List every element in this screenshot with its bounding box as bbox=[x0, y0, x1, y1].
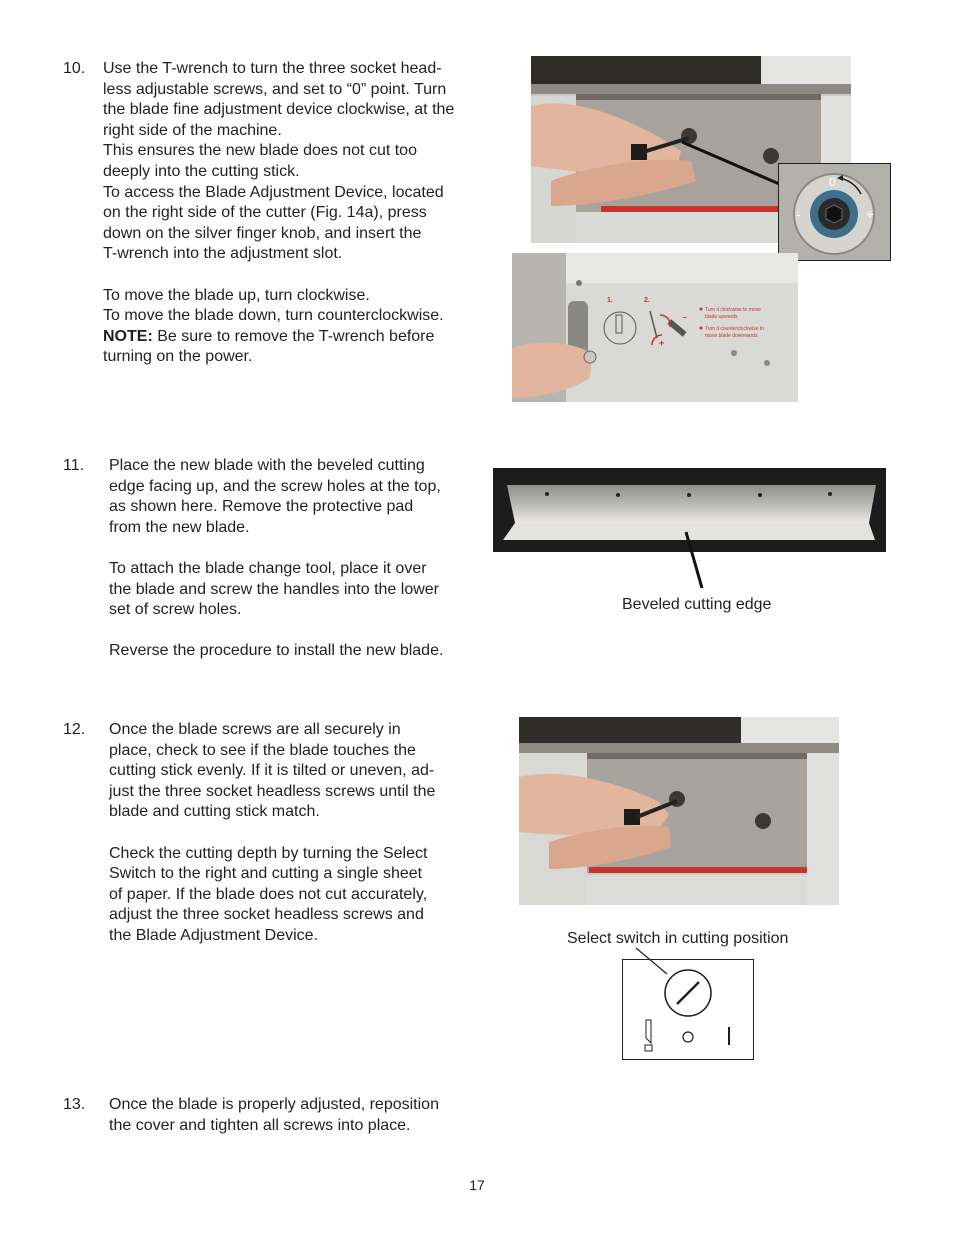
bevel-pointer-line bbox=[680, 530, 710, 590]
text-line: To access the Blade Adjustment Device, located bbox=[103, 183, 444, 201]
text-line: blade and cutting stick match. bbox=[109, 803, 320, 821]
text-line: less adjustable screws, and set to “0” point. Turn bbox=[103, 80, 447, 98]
text-line: adjust the three socket headless screws and bbox=[109, 906, 424, 924]
decal-minus: − bbox=[682, 313, 687, 322]
step-number: 11. bbox=[63, 457, 85, 474]
text-line: edge facing up, and the screw holes at the top, bbox=[109, 477, 441, 495]
decal-up-line1: Turn it clockwise to move bbox=[705, 307, 761, 313]
decal-up-line2: blade upwards bbox=[705, 314, 738, 320]
text-line: as shown here. Remove the protective pad bbox=[109, 498, 414, 516]
step-number: 10. bbox=[63, 60, 86, 77]
text-line: from the new blade. bbox=[109, 518, 250, 536]
decal-plus: + bbox=[659, 338, 665, 348]
decal-step1: 1. bbox=[607, 297, 613, 304]
text-line: deeply into the cutting stick. bbox=[103, 162, 300, 180]
text-line: Switch to the right and cutting a single sheet bbox=[109, 865, 423, 883]
decal-down-line2: move blade downwards bbox=[705, 333, 758, 339]
text-line: the blade and screw the handles into the lower bbox=[109, 580, 439, 598]
text-line: down on the silver finger knob, and insert the bbox=[103, 224, 422, 242]
text-line: the cover and tighten all screws into place. bbox=[109, 1116, 411, 1134]
note-text: Be sure to remove the T-wrench before bbox=[152, 327, 435, 345]
text-line: This ensures the new blade does not cut too bbox=[103, 142, 417, 160]
note-line bbox=[103, 327, 454, 348]
adjustment-device-photo bbox=[512, 253, 798, 402]
step-text bbox=[109, 456, 443, 662]
decal-step2: 2. bbox=[644, 297, 650, 304]
text-line: Reverse the procedure to install the new blade. bbox=[109, 642, 444, 660]
blade-caption: Beveled cutting edge bbox=[622, 596, 772, 613]
decal-down-line1: Turn it counterclockwise to bbox=[705, 326, 765, 332]
dial-plus-label: + bbox=[866, 206, 875, 222]
switch-pointer-line bbox=[632, 944, 672, 976]
text-line: Use the T-wrench to turn the three socket head- bbox=[103, 60, 442, 77]
text-line: turning on the power. bbox=[103, 348, 253, 366]
note-label: NOTE: bbox=[103, 327, 153, 345]
text-line: right side of the machine. bbox=[103, 121, 282, 139]
text-line: just the three socket headless screws until the bbox=[109, 782, 436, 800]
step-text bbox=[103, 59, 454, 368]
text-line: Place the new blade with the beveled cutting bbox=[109, 457, 425, 474]
text-line: on the right side of the cutter (Fig. 14a), press bbox=[103, 204, 427, 222]
text-line: Check the cutting depth by turning the Select bbox=[109, 844, 428, 862]
dial-inset bbox=[778, 163, 891, 261]
text-line: T-wrench into the adjustment slot. bbox=[103, 245, 343, 263]
text-line: of paper. If the blade does not cut accurately, bbox=[109, 885, 428, 903]
text-line: cutting stick evenly. If it is tilted or uneven, ad- bbox=[109, 762, 435, 780]
screw-adjust-photo bbox=[519, 717, 839, 905]
dial-minus-label: - bbox=[796, 206, 801, 222]
step-text bbox=[109, 1095, 439, 1136]
text-line: set of screw holes. bbox=[109, 601, 242, 619]
page-number: 17 bbox=[469, 1177, 485, 1193]
text-line: To attach the blade change tool, place it over bbox=[109, 559, 427, 577]
text-line: place, check to see if the blade touches the bbox=[109, 741, 416, 759]
pointer-line bbox=[680, 140, 790, 190]
switch-caption: Select switch in cutting position bbox=[567, 930, 789, 947]
step-number: 13. bbox=[63, 1096, 86, 1113]
text-line: the Blade Adjustment Device. bbox=[109, 926, 319, 944]
text-line: To move the blade down, turn counterclockwise. bbox=[103, 307, 444, 325]
text-line: Once the blade screws are all securely in bbox=[109, 721, 401, 738]
text-line: the blade fine adjustment device clockwise, at the bbox=[103, 101, 455, 119]
text-line: To move the blade up, turn clockwise. bbox=[103, 286, 370, 304]
step-text bbox=[109, 720, 435, 947]
dial-zero-label: 0 bbox=[829, 175, 836, 189]
text-line: Once the blade is properly adjusted, reposition bbox=[109, 1096, 439, 1113]
step-number: 12. bbox=[63, 721, 86, 738]
